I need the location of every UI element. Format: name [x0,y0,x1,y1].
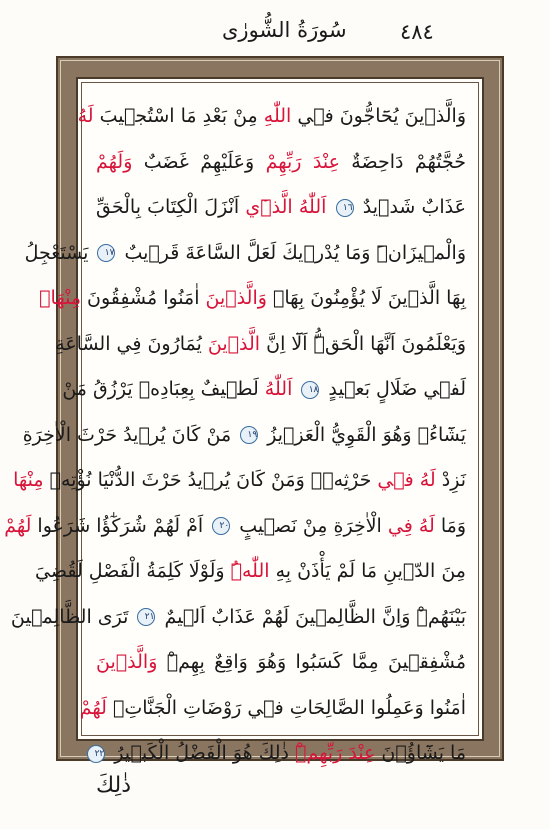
text-segment: وَمَا [434,514,466,537]
highlighted-word: اَللّٰهُ الَّذ۪ٓي [245,196,327,218]
highlighted-word: لَهُ [77,105,94,127]
text-segment: وَالَّذ۪ينَ يُحَٓاجُّونَ ف۪ي [291,105,466,127]
text-segment: عَذَابٌ شَد۪يدٌ [356,196,466,218]
text-segment: وَعَلَيْهِمْ غَضَبٌ [132,150,266,173]
highlighted-word: وَالَّذ۪ينَ [205,287,267,309]
highlighted-word: الَّذ۪ينَ [207,332,261,355]
surah-title: سُورَةُ الشُّورٰى [222,18,347,42]
text-segment: يَسْتَعْجِلُ [24,241,95,264]
highlighted-word: لَهُمْ [4,514,32,537]
text-segment [292,378,298,400]
text-segment: اَنْزَلَ الْكِتَابَ بِالْحَقِّ [96,196,246,218]
ayah-number-marker: ٢٢ [87,745,105,763]
quran-text-block [4,94,466,777]
highlighted-word: مِنْهَا [13,469,44,491]
text-segment: مِنْ بَعْدِ مَا اسْتُج۪يبَ [93,105,264,127]
highlighted-word: وَالَّذ۪ينَ [96,651,158,673]
text-segment [326,196,332,218]
highlighted-word: لَهُ [419,469,436,491]
text-line [96,140,466,186]
highlighted-word: اللّٰهُۜ [230,560,270,582]
text-line [77,94,466,140]
text-segment: مَا يَشَٓاؤُ۫نَ [375,742,466,764]
text-segment: اٰمَنُوا وَعَمِلُوا الصَّالِحَاتِ ف۪ي رَوْضَاتِ الْجَنَّاتِۚ [106,696,466,719]
text-segment: نَزِدْ [435,469,466,491]
highlighted-word: اللّٰهِ [263,105,292,127]
ayah-number-marker: ١٨ [301,381,319,399]
text-line [62,367,466,413]
text-segment: مُشْفِق۪ينَ مِمَّا كَسَبُوا وَهُوَ وَاقِعٌ بِهِمْۜ [157,651,466,673]
text-segment: ذٰلِكَ هُوَ الْفَضْلُ الْكَب۪يرُ [108,742,296,764]
text-segment: يَشَٓاءُۚ وَهُوَ الْقَوِيُّ الْعَز۪يزُ [261,423,466,446]
text-line [4,504,466,550]
text-line [55,322,466,368]
highlighted-word: عِنْدَ رَبِّهِمْ [265,150,340,173]
text-segment: بَيْنَهُمْۜ وَاِنَّ الظَّالِم۪ينَ لَهُمْ عَذَابٌ اَل۪يمٌ [158,605,466,628]
ayah-number-marker: ٢١ [137,608,155,626]
ayah-number-marker: ١٧ [97,244,115,262]
text-line [10,595,466,641]
text-segment: حَرْثِه۪ۚ وَمَنْ كَانَ يُر۪يدُ حَرْثَ الدُّنْيَا نُؤْتِه۪ [43,469,378,491]
text-line [22,413,466,459]
highlighted-word: لَهُ [418,514,435,537]
text-segment: مِنَ الدّ۪ينِ مَا لَمْ يَأْذَنْ بِهِ [269,560,466,582]
text-line [96,640,466,686]
text-line [35,549,466,595]
text-segment: لَف۪ي ضَلَالٍ بَع۪يدٍ [322,378,466,400]
text-line [96,731,466,777]
text-segment: حُجَّتُهُمْ دَاحِضَةٌ [339,150,466,173]
text-line [79,686,466,732]
highlighted-word: فِي [387,514,413,537]
highlighted-word: ف۪ي [377,469,414,491]
highlighted-word: مِنْهَاۙ [39,287,81,309]
page-header [0,0,550,54]
text-segment: مَنْ كَانَ يُر۪يدُ حَرْثَ الْاٰخِرَةِ [22,423,238,446]
text-segment: لَط۪يفٌ بِعِبَادِه۪ يَرْزُقُ مَنْ [62,378,265,400]
highlighted-word: وَلَهُمْ [96,150,133,173]
ayah-number-marker: ١٦ [336,199,354,217]
text-segment: اٰمَنُوا مُشْفِقُونَ [81,287,206,309]
text-line [96,185,466,231]
text-line [13,458,466,504]
text-segment: وَيَعْلَمُونَ اَنَّهَا الْحَقُّۜ اَلَٓا اِنَّ [260,332,466,355]
text-segment: تَرَى الظَّالِم۪ينَ [10,605,135,628]
text-segment: الْاٰخِرَةِ مِنْ نَص۪يبٍ [233,514,388,537]
text-segment: يُمَارُونَ فِي السَّاعَةِ [55,332,208,355]
highlighted-word: اَللّٰهُ [264,378,293,400]
text-segment: اَمْ لَهُمْ شُرَكٰٓؤُا شَرَعُوا [31,514,210,537]
page-number: ٤٨٤ [400,20,434,44]
ayah-number-marker: ٢٠ [212,517,230,535]
text-segment: وَالْم۪يزَانَۜ وَمَا يُدْر۪يكَ لَعَلَّ السَّاعَةَ قَر۪يبٌ [118,241,466,264]
text-line [24,231,466,277]
text-segment: وَلَوْلَا كَلِمَةُ الْفَصْلِ لَقُضِيَ [35,560,231,582]
ayah-number-marker: ١٩ [240,426,258,444]
catchword: ذٰلِكَ [96,773,132,798]
text-line [39,276,466,322]
highlighted-word: لَهُمْ [79,696,107,719]
highlighted-word: عِنْدَ رَبِّهِمْۜ [295,742,376,764]
text-segment: بِهَا الَّذ۪ينَ لَا يُؤْمِنُونَ بِهَاۚ [266,287,466,309]
